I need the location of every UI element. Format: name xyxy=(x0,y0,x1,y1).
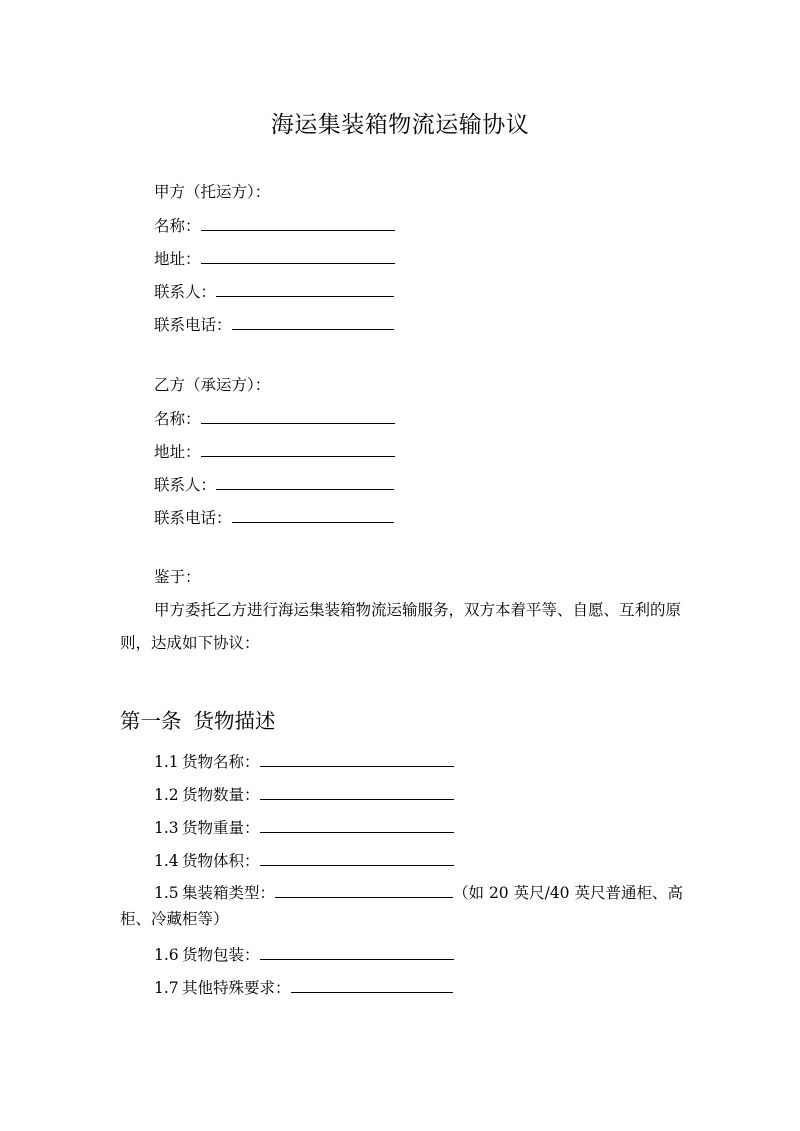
party-a-address-blank[interactable] xyxy=(201,247,395,264)
item-label: 货物名称： xyxy=(182,753,260,771)
item-number: 1.7 xyxy=(154,979,179,997)
section-1-number: 第一条 xyxy=(120,709,182,733)
party-b-contact-blank[interactable] xyxy=(216,473,394,490)
party-b-phone-label: 联系电话： xyxy=(154,509,232,527)
party-b-address-blank[interactable] xyxy=(201,440,395,457)
item-1-7 xyxy=(154,976,453,999)
party-a-contact-blank[interactable] xyxy=(216,280,394,297)
item-number: 1.6 xyxy=(154,946,179,964)
section-1-heading xyxy=(120,707,276,735)
item-number: 1.3 xyxy=(154,819,179,837)
item-number: 1.2 xyxy=(154,786,179,804)
party-b-contact-row xyxy=(154,473,394,496)
item-1-3 xyxy=(154,816,454,839)
item-label: 货物体积： xyxy=(182,852,260,870)
item-number: 1.5 xyxy=(154,884,179,902)
item-1-1-blank[interactable] xyxy=(260,750,454,767)
item-label: 货物重量： xyxy=(182,819,260,837)
container-type-note: （如 20 英尺/40 英尺普通柜、高柜、冷藏柜等） xyxy=(120,884,683,928)
item-number: 1.4 xyxy=(154,852,179,870)
party-a-phone-row xyxy=(154,313,394,336)
party-a-header: 甲方（托运方）： xyxy=(154,183,271,201)
party-a-contact-row xyxy=(154,280,394,303)
party-a-phone-label: 联系电话： xyxy=(154,316,232,334)
party-b-name-row xyxy=(154,407,395,430)
item-label: 货物数量： xyxy=(182,786,260,804)
item-1-7-blank[interactable] xyxy=(291,976,453,993)
document-title: 海运集装箱物流运输协议 xyxy=(270,112,530,138)
item-label: 货物包装： xyxy=(182,946,260,964)
party-b-name-blank[interactable] xyxy=(201,407,395,424)
item-1-2 xyxy=(154,783,454,806)
party-b-address-label: 地址： xyxy=(154,443,201,461)
item-1-3-blank[interactable] xyxy=(260,816,454,833)
party-b-name-label: 名称： xyxy=(154,410,201,428)
party-a-contact-label: 联系人： xyxy=(154,283,217,301)
party-b-header: 乙方（承运方）： xyxy=(154,376,271,394)
item-1-2-blank[interactable] xyxy=(260,783,454,800)
item-1-4 xyxy=(154,849,454,872)
item-1-5-blank[interactable] xyxy=(275,881,453,898)
party-b-address-row xyxy=(154,440,395,463)
whereas-label: 鉴于： xyxy=(154,568,201,586)
item-1-5 xyxy=(120,880,690,932)
item-number: 1.1 xyxy=(154,753,179,771)
whereas-text: 甲方委托乙方进行海运集装箱物流运输服务，双方本着平等、自愿、互利的原则，达成如下协议： xyxy=(120,601,682,652)
item-1-1 xyxy=(154,750,454,773)
party-a-address-label: 地址： xyxy=(154,250,201,268)
item-label: 集装箱类型： xyxy=(182,884,276,902)
party-a-name-blank[interactable] xyxy=(201,214,395,231)
party-b-phone-row xyxy=(154,506,394,529)
party-a-name-row xyxy=(154,214,395,237)
party-b-phone-blank[interactable] xyxy=(232,506,394,523)
party-a-phone-blank[interactable] xyxy=(232,313,394,330)
section-1-title: 货物描述 xyxy=(193,709,276,733)
party-b-contact-label: 联系人： xyxy=(154,476,217,494)
item-label: 其他特殊要求： xyxy=(182,979,291,997)
party-a-name-label: 名称： xyxy=(154,217,201,235)
item-1-6-blank[interactable] xyxy=(260,943,454,960)
party-a-address-row xyxy=(154,247,395,270)
item-1-6 xyxy=(154,943,454,966)
item-1-4-blank[interactable] xyxy=(260,849,454,866)
